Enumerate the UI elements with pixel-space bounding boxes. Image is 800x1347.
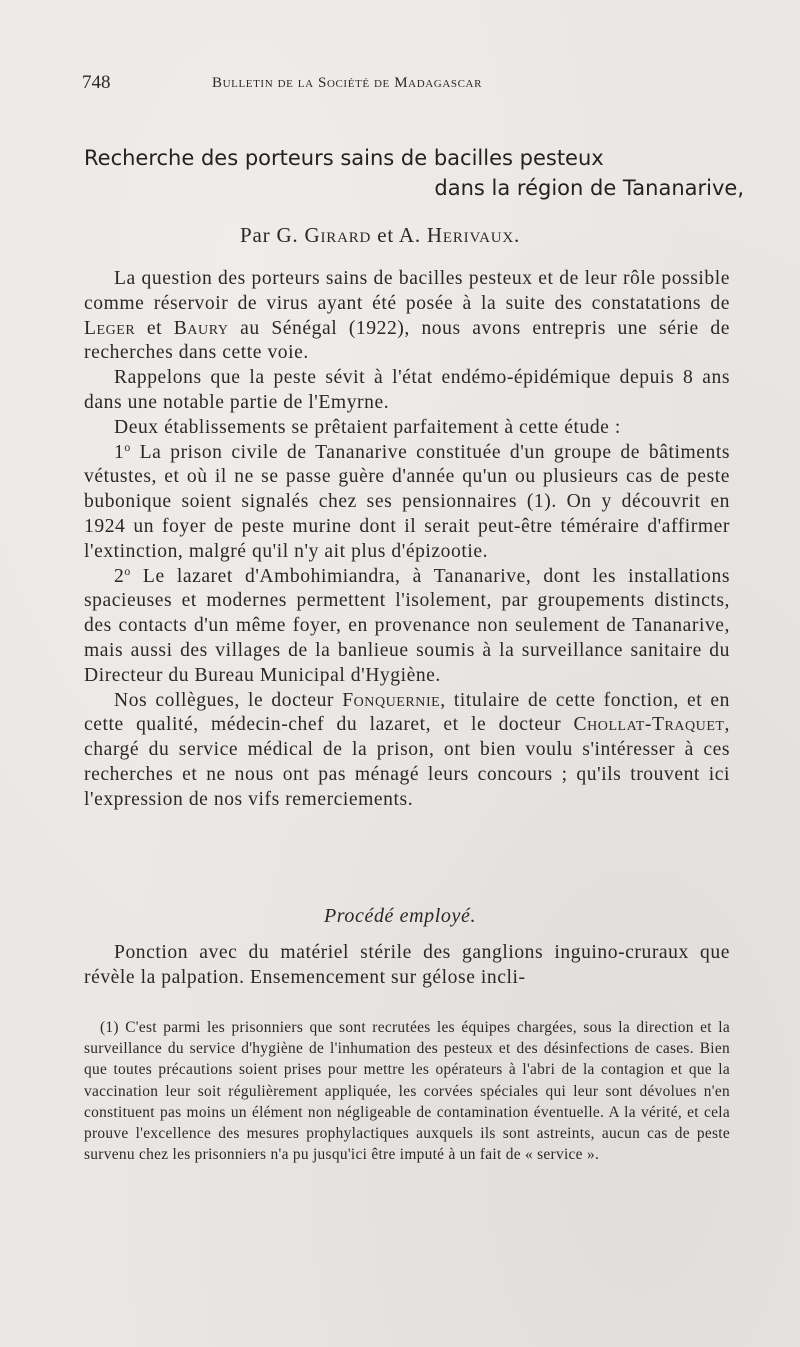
author-girard: Girard [304,223,372,247]
byline-end: . [514,223,521,247]
footnote [84,1017,730,1165]
paragraph-3: Deux établissements se prêtaient parfaitement à cette étude : [114,416,621,438]
paragraph-1-text-a: La question des porteurs sains de bacilles pesteux et de leur rôle possible comme réservoir de virus ayant été posée à la suite des constatations de [84,268,730,314]
section-heading: Procédé employé. [323,905,477,927]
journal-title: Bulletin de la Société de Madagascar [212,75,483,91]
byline-middle: et A. [371,223,427,247]
paragraph-4-text: La prison civile de Tananarive constituée d'un groupe de bâtiments vétustes, et où il ne se passe guère d'année qu'un ou plusieurs cas de peste bubonique soient signalés chez ses pensionnaires (1). On y découvrit en 1924 un foyer de peste murine dont il serait peut-être téméraire d'affirmer l'extinction, malgré qu'il n'y ait plus d'épizootie. [84,441,730,562]
article-title [84,143,744,203]
paragraph-1 [84,267,730,366]
section-body [84,940,730,990]
author-name-chollat-traquet: Chollat-Traquet [573,714,725,736]
byline-prefix: Par G. [240,223,305,247]
paragraph-6-text-c: , chargé du service médical de la prison, ont bien voulu s'intéresser à ces recherches et ne nous ont pas ménagé leurs concours ; qu'ils trouvent ici l'expression de nos vifs remerciements. [84,714,730,810]
paragraph-6 [84,689,730,813]
paragraph-1-text-b: et [135,317,174,339]
byline [240,223,520,248]
footnote-text: (1) C'est parmi les prisonniers que sont recrutées les équipes chargées, sous la direction et la surveillance du service d'hygiène de l'inhumation des pesteux et des désinfections de cases. Bien que toutes précautions soient prises pour mettre les opérateurs à l'abri de la contagion et que la vaccination leur soit régulièrement appliquée, les corvées spéciales qui leur sont dévolues n'en constituent pas moins un élément non négligeable de contamination éventuelle. A la vérité, et cela prouve l'excellence des mesures prophylactiques auxquels ils sont astreints, aucun cas de peste survenu chez les prisonniers n'a pu jusqu'ici être imputé à un fait de « service ». [84,1019,730,1164]
page-number: 748 [82,72,111,93]
section-paragraph-1: Ponction avec du matériel stérile des ganglions inguino-cruraux que révèle la palpation. Ensemencement sur gélose incli- [84,942,730,988]
paragraph-5 [84,565,730,689]
paragraph-4 [84,441,730,565]
author-name-fonquernie: Fonquernie [342,689,441,711]
author-name-baury: Baury [173,317,229,339]
paragraph-4-ordinal: o [124,440,131,454]
paragraph-6-text-b: , titulaire de cette fonction, et en cette qualité, médecin-chef du lazaret, et le docteur [84,689,731,736]
paragraph-6-text-a: Nos collègues, le docteur [114,689,343,711]
running-head [82,72,728,96]
paragraph-1-text-c: au Sénégal (1922), nous avons entrepris une série de recherches dans cette voie. [84,317,731,364]
author-herivaux: Herivaux [426,223,515,247]
article-title-line-2: dans la région de Tananarive, [434,176,744,200]
body-text [84,267,730,813]
author-name-leger: Leger [84,317,136,339]
paragraph-5-number: 2 [114,565,125,587]
paragraph-2: Rappelons que la peste sévit à l'état endémo-épidémique depuis 8 ans dans une notable partie de l'Emyrne. [84,367,730,413]
paragraph-5-text: Le lazaret d'Ambohimiandra, à Tananarive, dont les installations spacieuses et modernes permettent l'isolement, par groupements distincts, des contacts d'un même foyer, en provenance non seulement de Tananarive, mais aussi des villages de la banlieue soumis à la surveillance sanitaire du Directeur du Bureau Municipal d'Hygiène. [84,565,730,686]
paragraph-4-number: 1 [114,441,125,463]
article-title-line-1: Recherche des porteurs sains de bacilles pesteux [84,146,604,170]
paragraph-5-ordinal: o [124,564,131,578]
